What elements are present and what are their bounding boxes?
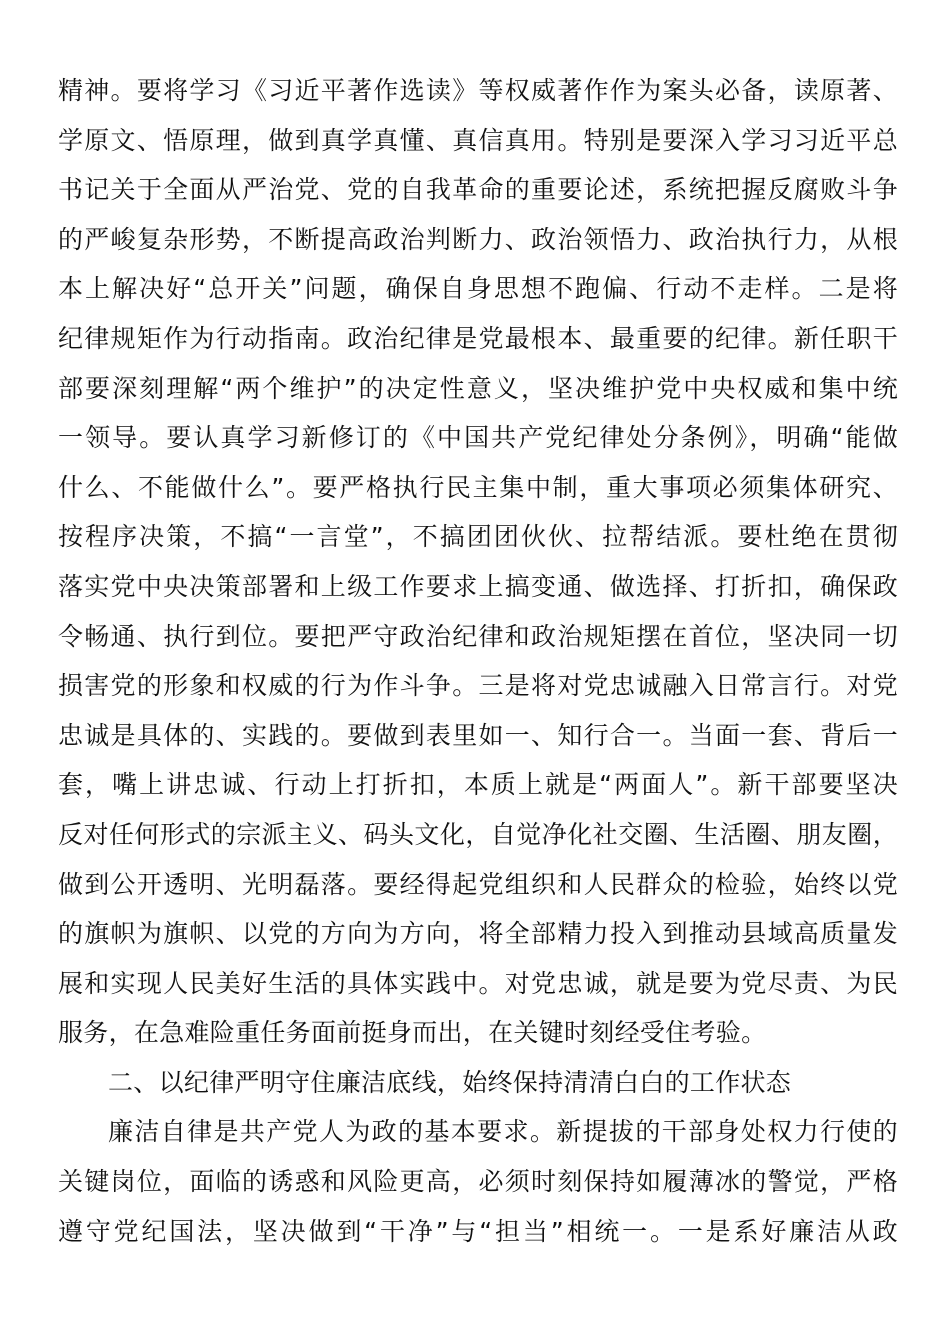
text-line: 落实党中央决策部署和上级工作要求上搞变通、做选择、打折扣，确保政 [58,571,898,601]
paragraph-continued [58,66,898,1058]
text-line: 忠诚是具体的、实践的。要做到表里如一、知行合一。当面一套、背后一 [58,720,898,750]
text-line: 的旗帜为旗帜、以党的方向为方向，将全部精力投入到推动县域高质量发 [58,919,898,949]
text-line: 反对任何形式的宗派主义、码头文化，自觉净化社交圈、生活圈、朋友圈， [58,819,898,849]
text-line: 套，嘴上讲忠诚、行动上打折扣，本质上就是“两面人”。新干部要坚决 [58,770,898,800]
text-line: 关键岗位，面临的诱惑和风险更高，必须时刻保持如履薄冰的警觉，严格 [58,1167,898,1197]
text-line: 书记关于全面从严治党、党的自我革命的重要论述，系统把握反腐败斗争 [58,175,898,205]
text-line: 学原文、悟原理，做到真学真懂、真信真用。特别是要深入学习习近平总 [58,125,898,155]
text-line: 损害党的形象和权威的行为作斗争。三是将对党忠诚融入日常言行。对党 [58,671,898,701]
text-line: 遵守党纪国法，坚决做到“干净”与“担当”相统一。一是系好廉洁从政 [58,1216,898,1246]
text-line: 展和实现人民美好生活的具体实践中。对党忠诚，就是要为党尽责、为民 [58,968,898,998]
text-line: 令畅通、执行到位。要把严守政治纪律和政治规矩摆在首位，坚决同一切 [58,621,898,651]
text-line: 服务，在急难险重任务面前挺身而出，在关键时刻经受住考验。 [58,1018,767,1048]
text-line: 本上解决好“总开关”问题，确保自身思想不跑偏、行动不走样。二是将 [58,274,898,304]
paragraph-new [58,1107,898,1256]
text-line: 一领导。要认真学习新修订的《中国共产党纪律处分条例》，明确“能做 [58,423,898,453]
text-line: 精神。要将学习《习近平著作选读》等权威著作作为案头必备，读原著、 [58,76,898,105]
text-line: 纪律规矩作为行动指南。政治纪律是党最根本、最重要的纪律。新任职干 [58,323,898,353]
document-body [58,66,898,1256]
text-line: 什么、不能做什么”。要严格执行民主集中制，重大事项必须集体研究、 [58,472,898,502]
text-line: 做到公开透明、光明磊落。要经得起党组织和人民群众的检验，始终以党 [58,869,898,899]
section-heading: 二、以纪律严明守住廉洁底线，始终保持清清白白的工作状态 [108,1067,792,1097]
text-line: 的严峻复杂形势，不断提高政治判断力、政治领悟力、政治执行力，从根 [58,224,898,254]
text-line: 廉洁自律是共产党人为政的基本要求。新提拔的干部身处权力行使的 [108,1117,898,1147]
text-line: 按程序决策，不搞“一言堂”，不搞团团伙伙、拉帮结派。要杜绝在贯彻 [58,522,898,552]
text-line: 部要深刻理解“两个维护”的决定性意义，坚决维护党中央权威和集中统 [58,373,898,403]
